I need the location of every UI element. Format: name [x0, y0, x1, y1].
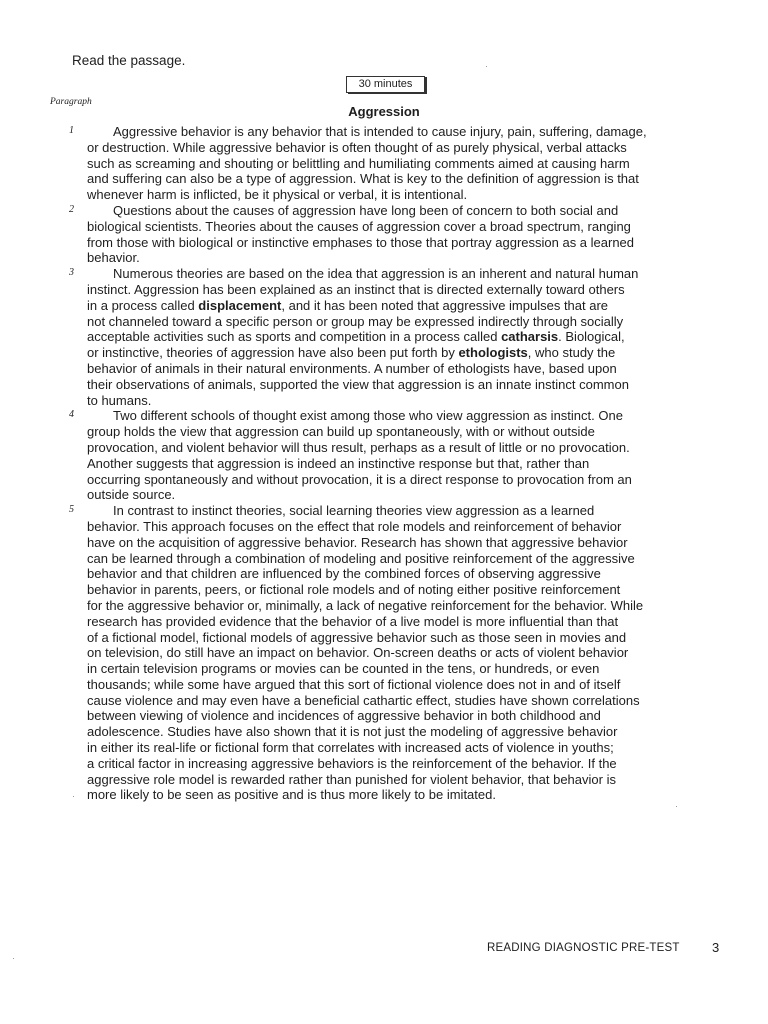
- paragraph-line: acceptable activities such as sports and competition in a process called catharsis. Biological,: [87, 329, 625, 345]
- scan-speck: [486, 66, 487, 67]
- paragraph-line: or instinctive, theories of aggression have also been put forth by ethologists, who study the: [87, 345, 616, 361]
- paragraph-line: behavior and that children are influenced by the combined forces of observing aggressive: [87, 566, 601, 582]
- paragraph-line: group holds the view that aggression can build up spontaneously, with or without outside: [87, 424, 595, 440]
- key-term: ethologists: [458, 345, 528, 361]
- paragraph-line: whenever harm is inflicted, be it physical or verbal, it is intentional.: [87, 187, 468, 203]
- paragraph-line: in certain television programs or movies can be counted in the tens, or hundreds, or even: [87, 661, 600, 677]
- passage-paragraph: [69, 266, 687, 408]
- paragraph-line: behavior.: [87, 250, 140, 266]
- scan-speck: [13, 958, 14, 959]
- paragraph-number: 4: [69, 409, 74, 421]
- key-term: catharsis: [501, 329, 559, 345]
- scan-speck: [73, 796, 74, 797]
- paragraph-line: behavior of animals in their natural environments. A number of ethologists have, based upon: [87, 360, 617, 376]
- paragraph-line: occurring spontaneously and without provocation, it is a direct response to provocation from an: [87, 471, 632, 487]
- paragraph-line: such as screaming and shouting or belittling and humiliating comments aimed at causing harm: [87, 155, 630, 171]
- paragraph-line: research has provided evidence that the behavior of a live model is more influential than that: [87, 613, 619, 629]
- passage-paragraph: [69, 408, 687, 503]
- paragraph-line: cause violence and may even have a beneficial cathartic effect, studies have shown correlations: [87, 692, 640, 708]
- paragraph-line: Aggressive behavior is any behavior that is intended to cause injury, pain, suffering, damage,: [113, 124, 647, 139]
- paragraph-number: 3: [69, 267, 74, 279]
- paragraph-line: in a process called displacement, and it has been noted that aggressive impulses that are: [87, 297, 609, 313]
- paragraph-number: 1: [69, 125, 74, 136]
- paragraph-line: not channeled toward a specific person or group may be expressed indirectly through socially: [87, 313, 624, 329]
- passage-title: Aggression: [348, 104, 420, 119]
- paragraph-line: more likely to be seen as positive and is thus more likely to be imitated.: [87, 787, 496, 803]
- paragraph-line: between viewing of violence and incidences of aggressive behavior in both childhood and: [87, 708, 601, 724]
- paragraph-line: provocation, and violent behavior will thus result, perhaps as a result of little or no provocation.: [87, 439, 630, 455]
- paragraph-line: have on the acquisition of aggressive behavior. Research has shown that aggressive behavior: [87, 534, 628, 550]
- paragraph-line: in either its real-life or fictional form that correlates with increased acts of violence in youths;: [87, 740, 614, 756]
- paragraph-number: 2: [69, 203, 74, 215]
- paragraph-line: and suffering can also be a type of aggression. What is key to the definition of aggression is that: [87, 171, 639, 187]
- paragraph-line: aggressive role model is rewarded rather than punished for violent behavior, that behavior is: [87, 771, 616, 787]
- paragraph-number: 5: [69, 504, 74, 516]
- paragraph-line: behavior. This approach focuses on the effect that role models and reinforcement of behavior: [87, 518, 622, 534]
- passage-instruction: Read the passage.: [72, 53, 186, 68]
- paragraph-line: from those with biological or instinctive emphases to those that portray aggression as a learned: [87, 234, 635, 250]
- paragraph-line: Numerous theories are based on the idea that aggression is an inherent and natural human: [113, 266, 639, 282]
- paragraph-line: a critical factor in increasing aggressive behaviors is the reinforcement of the behavior. If the: [87, 755, 617, 771]
- paragraph-line: can be learned through a combination of modeling and positive reinforcement of the aggressive: [87, 550, 635, 566]
- key-term: displacement: [198, 297, 282, 313]
- paragraph-line: behavior in parents, peers, or fictional role models and of noting either positive reinforcement: [87, 582, 621, 598]
- time-limit-label: 30 minutes: [358, 78, 413, 90]
- paragraph-line: In contrast to instinct theories, social learning theories view aggression as a learned: [113, 503, 595, 519]
- passage-paragraph: [69, 202, 687, 266]
- footer-section-label: READING DIAGNOSTIC PRE-TEST: [487, 942, 680, 954]
- paragraph-line: biological scientists. Theories about the causes of aggression cover a broad spectrum, ranging: [87, 218, 631, 234]
- paragraph-line: Questions about the causes of aggression have long been of concern to both social and: [113, 202, 619, 218]
- paragraph-line: outside source.: [87, 487, 176, 503]
- paragraph-line: Another suggests that aggression is indeed an instinctive response but that, rather than: [87, 455, 590, 471]
- page-number: 3: [712, 940, 720, 955]
- scan-speck: [676, 806, 677, 807]
- passage-paragraph: [69, 503, 687, 803]
- paragraph-line: thousands; while some have argued that this sort of fictional violence does not in and of itself: [87, 676, 621, 692]
- paragraph-line: to humans.: [87, 392, 152, 408]
- time-limit-box: [346, 76, 425, 93]
- paragraph-line: adolescence. Studies have also shown that it is not just the modeling of aggressive behavior: [87, 724, 618, 740]
- paragraph-line: for the aggressive behavior or, minimally, a lack of negative reinforcement for the behavior. While: [87, 597, 644, 613]
- passage-body: [69, 124, 687, 803]
- paragraph-line: instinct. Aggression has been explained as an instinct that is directed externally toward others: [87, 281, 625, 297]
- paragraph-line: on television, do still have an impact on behavior. On-screen deaths or acts of violent behavior: [87, 645, 629, 661]
- paragraph-column-heading: Paragraph: [50, 97, 92, 107]
- passage-paragraph: [69, 124, 687, 203]
- paragraph-line: of a fictional model, fictional models of aggressive behavior such as those seen in movies and: [87, 629, 627, 645]
- paragraph-line: their observations of animals, supported the view that aggression is an innate instinct common: [87, 376, 629, 392]
- paragraph-line: Two different schools of thought exist among those who view aggression as instinct. One: [113, 408, 623, 424]
- paragraph-line: or destruction. While aggressive behavior is often thought of as purely physical, verbal attacks: [87, 139, 627, 155]
